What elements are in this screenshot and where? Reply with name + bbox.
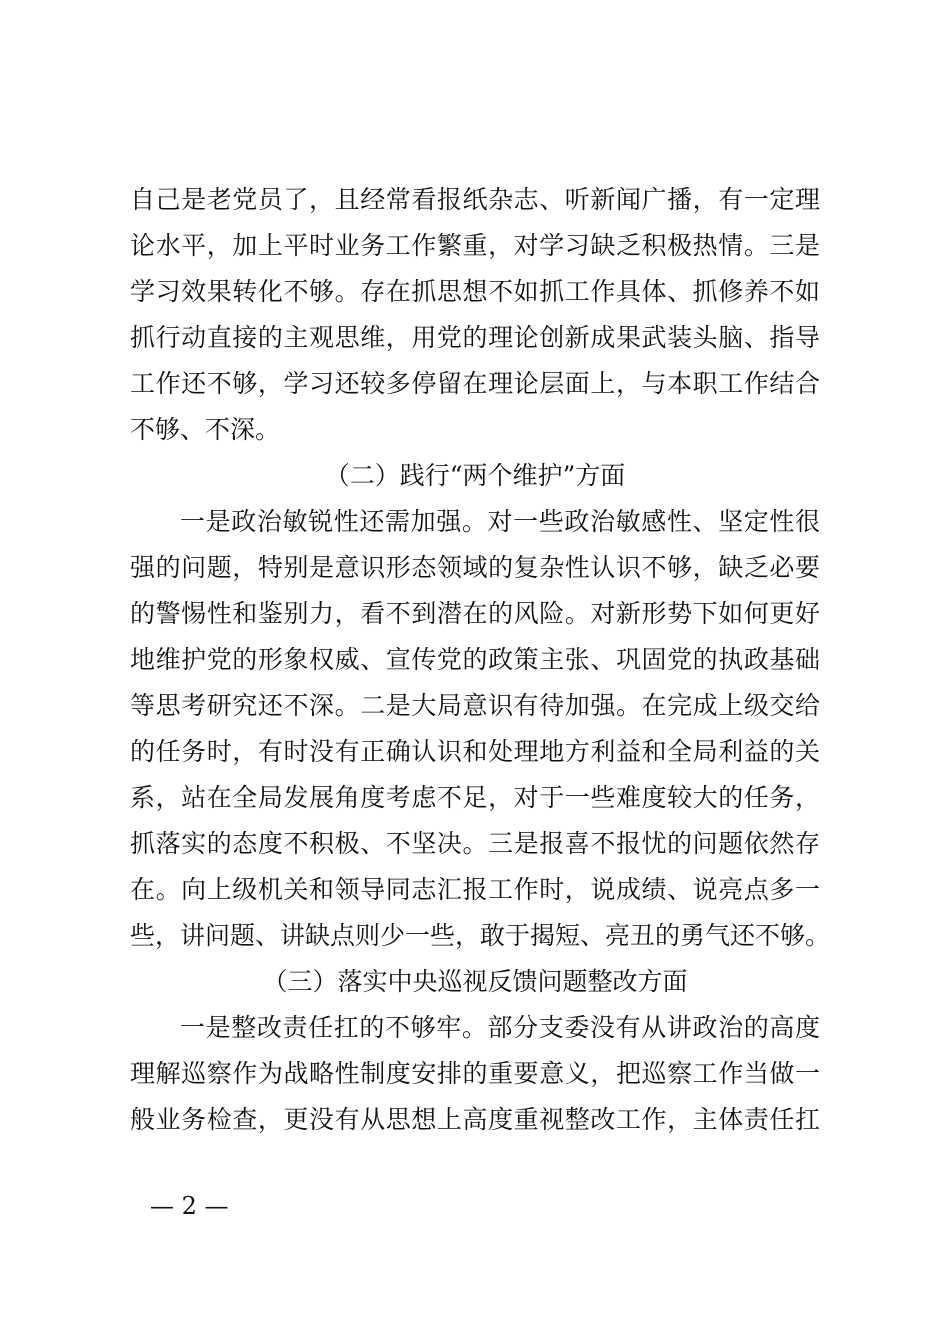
paragraph-line: 论水平，加上平时业务工作繁重，对学习缺乏积极热情。三是 bbox=[130, 231, 820, 260]
paragraph-line: 一是整改责任扛的不够牢。部分支委没有从讲政治的高度 bbox=[180, 1013, 820, 1042]
paragraph-line: 工作还不够，学习还较多停留在理论层面上，与本职工作结合 bbox=[130, 369, 820, 398]
page-number: — 2 — bbox=[150, 1192, 229, 1220]
paragraph-line: 自己是老党员了，且经常看报纸杂志、听新闻广播，有一定理 bbox=[130, 185, 820, 214]
paragraph-line: 不够、不深。 bbox=[130, 415, 281, 444]
paragraph-line: 般业务检查，更没有从思想上高度重视整改工作，主体责任扛 bbox=[130, 1105, 820, 1134]
paragraph-line: 等思考研究还不深。二是大局意识有待加强。在完成上级交给 bbox=[130, 691, 820, 720]
paragraph-line: 系，站在全局发展角度考虑不足，对于一些难度较大的任务， bbox=[130, 783, 820, 812]
paragraph-line: 一是政治敏锐性还需加强。对一些政治敏感性、坚定性很 bbox=[180, 507, 820, 536]
paragraph-line: 学习效果转化不够。存在抓思想不如抓工作具体、抓修养不如 bbox=[130, 277, 820, 306]
paragraph-line: 的任务时，有时没有正确认识和处理地方利益和全局利益的关 bbox=[130, 737, 820, 766]
paragraph-line: 理解巡察作为战略性制度安排的重要意义，把巡察工作当做一 bbox=[130, 1059, 820, 1088]
section-heading-3: （三）落实中央巡视反馈问题整改方面 bbox=[262, 967, 688, 996]
paragraph-line: 在。向上级机关和领导同志汇报工作时，说成绩、说亮点多一 bbox=[130, 875, 820, 904]
paragraph-line: 的警惕性和鉴别力，看不到潜在的风险。对新形势下如何更好 bbox=[130, 599, 820, 628]
paragraph-line: 抓落实的态度不积极、不坚决。三是报喜不报忧的问题依然存 bbox=[130, 829, 820, 858]
section-heading-2: （二）践行“两个维护”方面 bbox=[324, 461, 626, 490]
paragraph-line: 些，讲问题、讲缺点则少一些，敢于揭短、亮丑的勇气还不够。 bbox=[130, 921, 831, 950]
paragraph-line: 强的问题，特别是意识形态领域的复杂性认识不够，缺乏必要 bbox=[130, 553, 820, 582]
paragraph-line: 抓行动直接的主观思维，用党的理论创新成果武装头脑、指导 bbox=[130, 323, 820, 352]
paragraph-line: 地维护党的形象权威、宣传党的政策主张、巩固党的执政基础 bbox=[130, 645, 820, 674]
